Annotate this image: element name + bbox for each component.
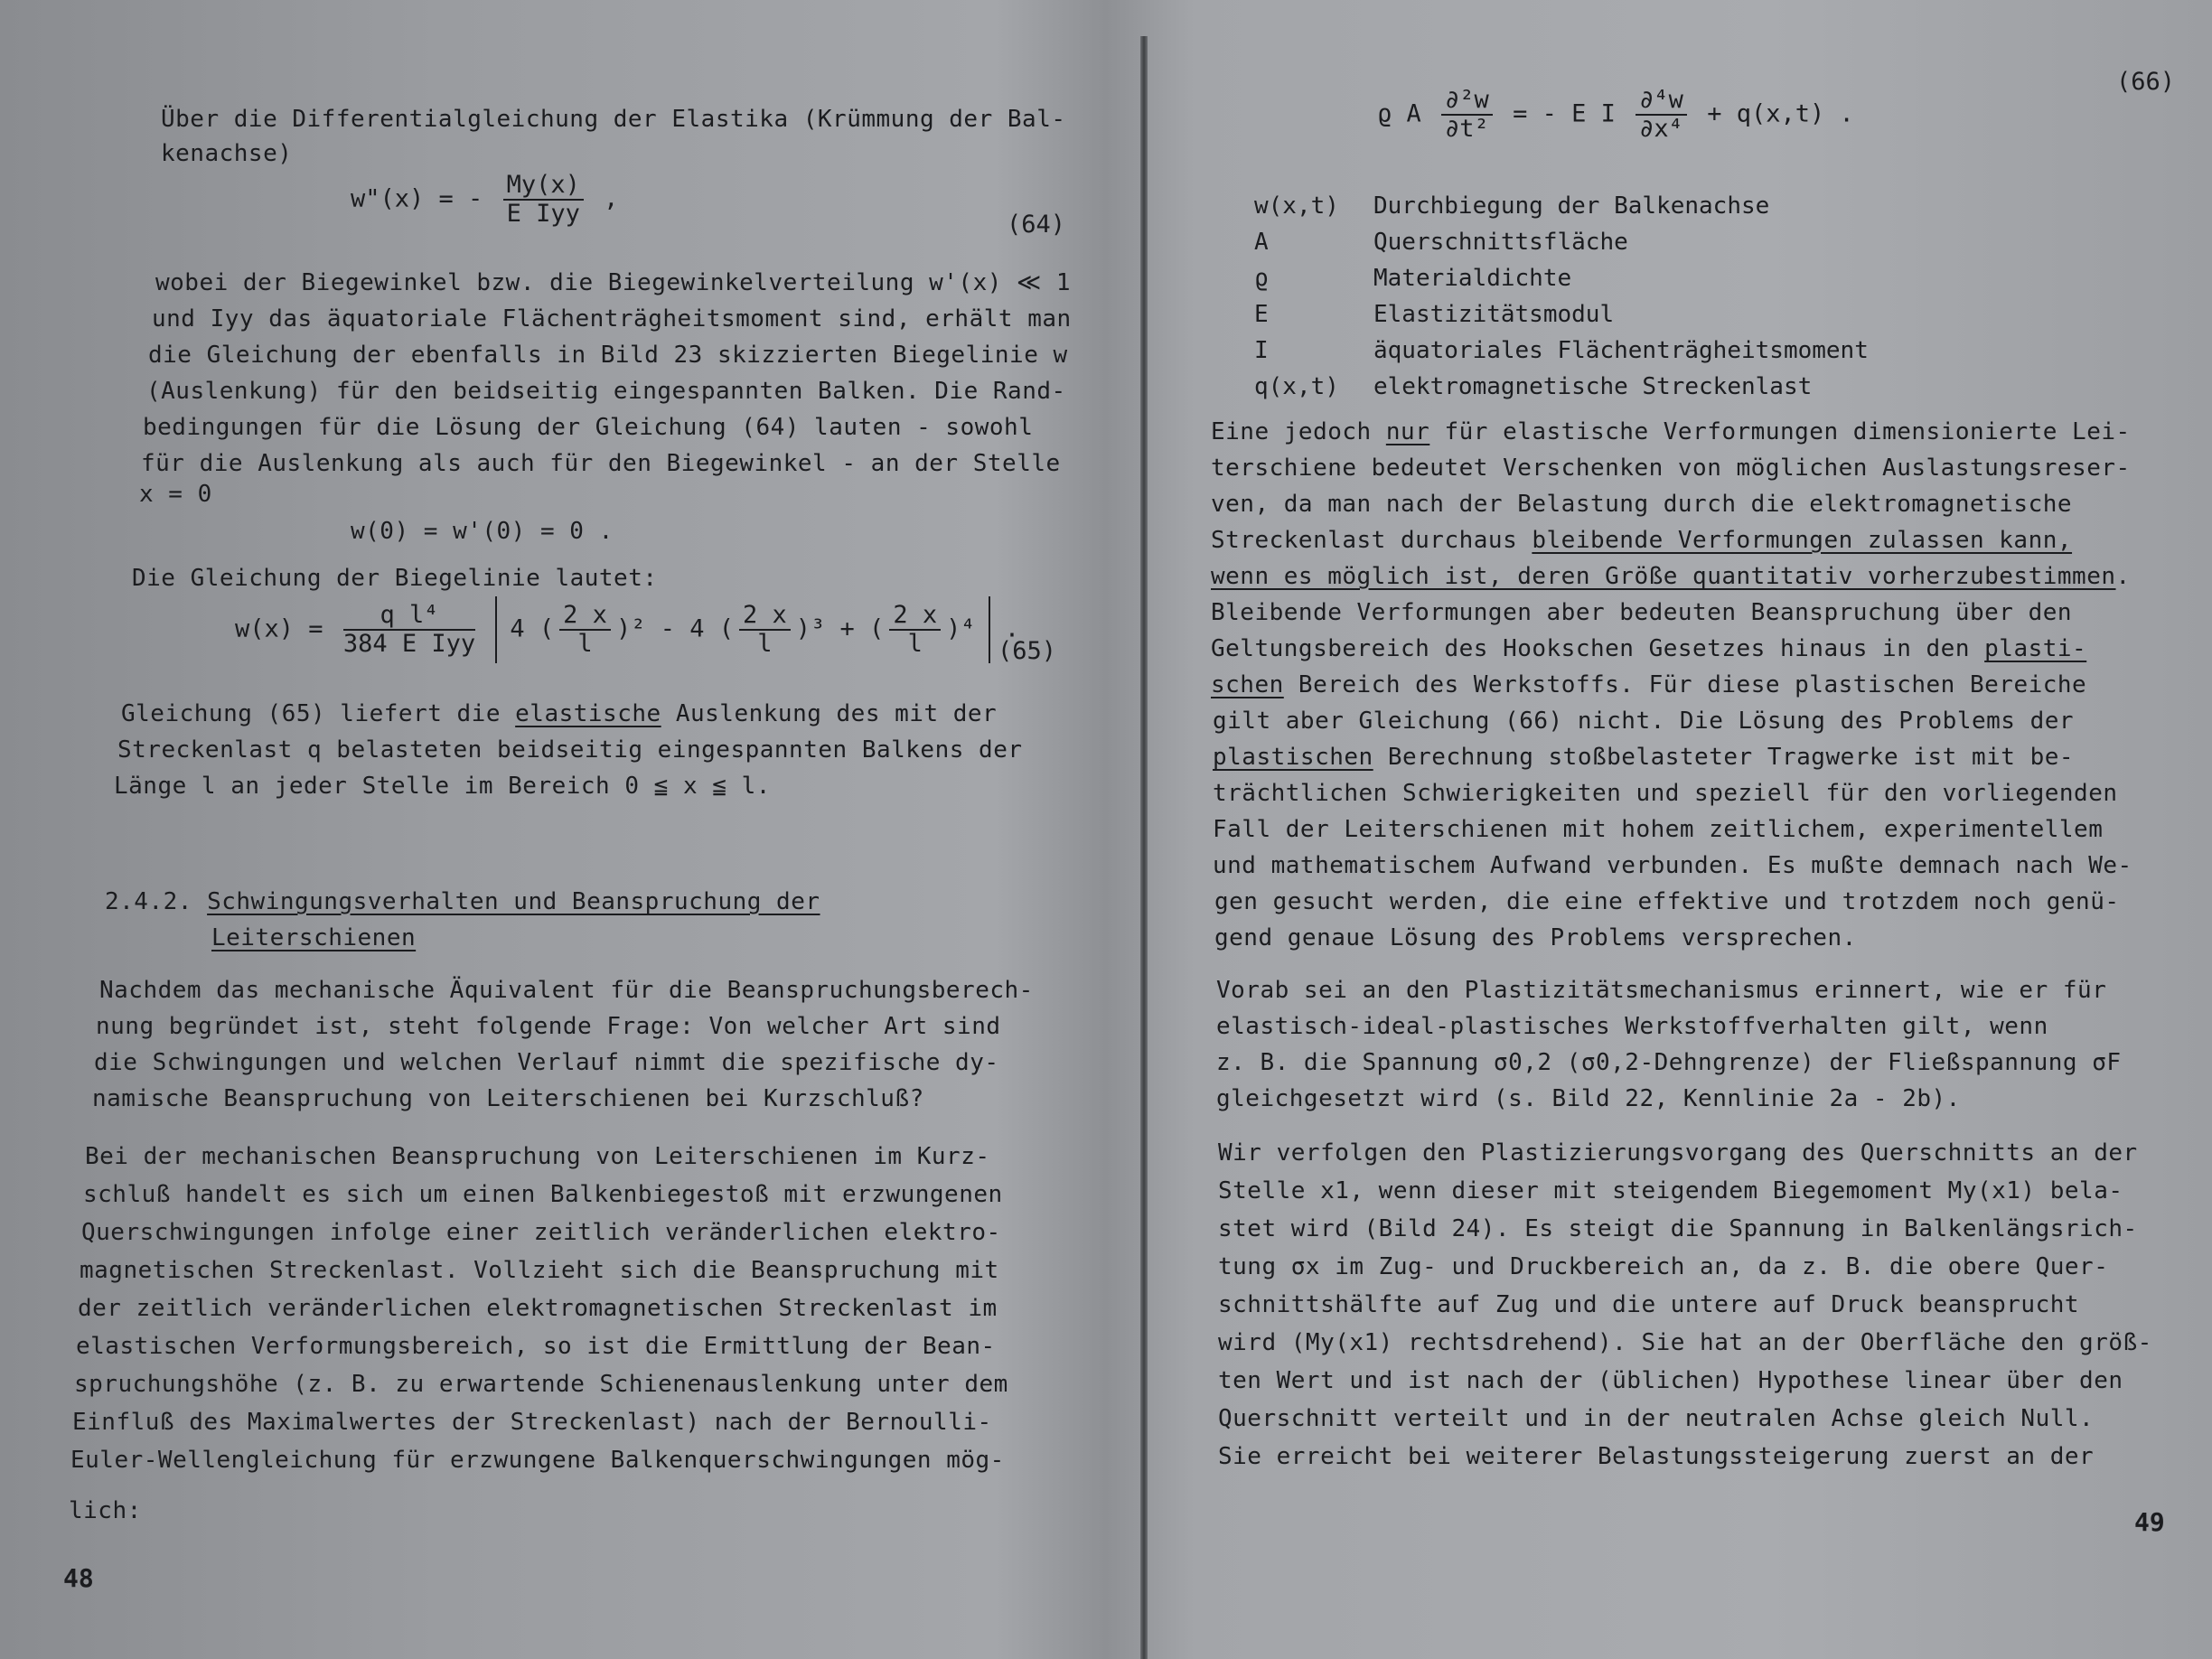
para3-line: ten Wert und ist nach der (üblichen) Hypothese linear über den [1218, 1367, 2123, 1394]
definition-row [1254, 333, 1869, 370]
eq64-fraction [503, 172, 584, 228]
text-run: Berechnung stoßbelasteter Tragwerke ist mit be- [1373, 744, 2075, 771]
para1-line: für die Auslenkung als auch für den Biegewinkel - an der Stelle [141, 450, 1061, 477]
para1-line: gend genaue Lösung des Problems versprechen. [1214, 924, 1857, 951]
eq65-fraction [343, 602, 475, 658]
para1-line: und Iyy das äquatoriale Flächenträgheitsmoment sind, erhält man [152, 305, 1072, 333]
para1-line [1211, 631, 2086, 668]
eq65-term: )³ + ( [795, 614, 885, 643]
sub-denominator: l [907, 630, 923, 658]
text-run: Geltungsbereich des Hookschen Gesetzes hinaus in den [1211, 635, 1985, 662]
equation-66 [1377, 87, 1854, 143]
para4-line: Querschwingungen infolge einer zeitlich veränderlichen elektro- [81, 1219, 1001, 1246]
def-symbol: q(x,t) [1254, 373, 1339, 400]
section-title-cont: Leiterschienen [211, 924, 417, 951]
section-number: 2.4.2. [105, 888, 192, 915]
eq66-term: + q(x,t) . [1707, 99, 1854, 128]
definition-row [1254, 260, 1571, 297]
para1-line: ven, da man nach der Belastung durch die elektromagnetische [1211, 491, 2073, 518]
def-text: Durchbiegung der Balkenachse [1373, 192, 1770, 220]
para1-line: trächtlichen Schwierigkeiten und speziell für den vorliegenden [1213, 780, 2118, 807]
page-number-right: 49 [2134, 1507, 2165, 1537]
eq64-tail: , [604, 184, 619, 213]
eq65-term: )² - 4 ( [615, 614, 734, 643]
para2-line: Länge l an jeder Stelle im Bereich 0 ≦ x ≦ l. [114, 773, 771, 800]
eq65-bracket [495, 596, 989, 663]
para1-line [1211, 414, 2131, 451]
underlined-run: plasti- [1984, 635, 2087, 662]
eq66-fraction-2 [1636, 87, 1687, 143]
definition-row [1254, 296, 1614, 333]
text-run: Auslenkung des mit der [661, 700, 998, 727]
underlined-run: schen [1211, 671, 1284, 698]
section-title: Schwingungsverhalten und Beanspruchung der [207, 888, 820, 915]
eq64-label: (64) [1007, 211, 1066, 239]
underlined-run: bleibende Verformungen zulassen kann, [1532, 527, 2073, 554]
underlined-run: elastische [515, 700, 661, 727]
def-text: Elastizitätsmodul [1373, 301, 1615, 328]
eq65-lhs: w(x) = [235, 614, 323, 643]
para4-line: schluß handelt es sich um einen Balkenbiegestoß mit erzwungenen [83, 1181, 1003, 1208]
equation-64 [351, 172, 618, 228]
para3-line: schnittshälfte auf Zug und die untere auf Druck beansprucht [1218, 1291, 2080, 1318]
para1-line: wobei der Biegewinkel bzw. die Biegewinkelverteilung w'(x) ≪ 1 [155, 269, 1072, 296]
sub-numerator: 2 x [889, 602, 941, 631]
def-symbol: ϱ [1254, 265, 1269, 292]
para3-line: wird (My(x1) rechtsdrehend). Sie hat an der Oberfläche den größ- [1218, 1329, 2152, 1356]
eq66-term: ϱ A [1377, 99, 1421, 128]
page-number-left: 48 [63, 1563, 94, 1593]
intro-line-1: Über die Differentialgleichung der Elastika (Krümmung der Bal- [161, 106, 1066, 133]
para3-line: Querschnitt verteilt und in der neutralen Achse gleich Null. [1218, 1405, 2095, 1432]
eq65-term: 4 ( [510, 614, 555, 643]
eq65-numerator: q l⁴ [343, 602, 475, 631]
def-symbol: A [1254, 229, 1269, 256]
eq65-sub-fraction [739, 602, 791, 658]
def-text: Querschnittsfläche [1373, 229, 1628, 256]
para1-line [1211, 522, 2072, 559]
text-run: . [2115, 563, 2131, 590]
def-symbol: I [1254, 337, 1269, 364]
para4-line: lich: [69, 1497, 142, 1524]
para1-line [1213, 739, 2074, 776]
eq65-tail: . [1004, 614, 1020, 643]
eq66-fraction-1 [1441, 87, 1493, 143]
sub-numerator: 2 x [739, 602, 791, 631]
underlined-run: nur [1385, 418, 1430, 445]
numerator: ∂²w [1441, 87, 1493, 116]
para4-line: spruchungshöhe (z. B. zu erwartende Schienenauslenkung unter dem [74, 1371, 1008, 1398]
intro-line-2: kenachse) [161, 140, 293, 167]
para1-line: die Gleichung der ebenfalls in Bild 23 skizzierten Biegelinie w [148, 342, 1068, 369]
eq66-label: (66) [2116, 68, 2176, 96]
definition-row [1254, 188, 1769, 225]
para3-line: Sie erreicht bei weiterer Belastungssteigerung zuerst an der [1218, 1443, 2095, 1470]
def-text: äquatoriales Flächenträgheitsmoment [1373, 337, 1869, 364]
para2-line: elastisch-ideal-plastisches Werkstoffverhalten gilt, wenn [1216, 1013, 2048, 1040]
biegelinie-intro: Die Gleichung der Biegelinie lautet: [132, 565, 658, 592]
para3-line: nung begründet ist, steht folgende Frage: Von welcher Art sind [96, 1013, 1001, 1040]
eq65-term: )⁴ [946, 614, 976, 643]
para2-line [121, 696, 997, 733]
para4-line: magnetischen Streckenlast. Vollzieht sich die Beanspruchung mit [80, 1257, 999, 1284]
para3-line: tung σx im Zug- und Druckbereich an, da z. B. die obere Quer- [1218, 1253, 2109, 1280]
eq65-sub-fraction [559, 602, 611, 658]
def-text: Materialdichte [1373, 265, 1572, 292]
para2-line: gleichgesetzt wird (s. Bild 22, Kennlinie 2a - 2b). [1216, 1085, 1961, 1112]
def-symbol: E [1254, 301, 1269, 328]
para4-line: Euler-Wellengleichung für erzwungene Balkenquerschwingungen mög- [70, 1447, 1005, 1474]
text-run: Eine jedoch [1211, 418, 1386, 445]
para1-line: gen gesucht werden, die eine effektive und trotzdem noch genü- [1214, 888, 2120, 915]
para3-line: Nachdem das mechanische Äquivalent für die Beanspruchungsberech- [99, 977, 1034, 1004]
para1-line: Bleibende Verformungen aber bedeuten Beanspruchung über den [1211, 599, 2073, 626]
book-spine [1140, 36, 1148, 1659]
right-page [1148, 0, 2212, 1659]
eq65-denominator: 384 E Iyy [342, 630, 476, 658]
para1-line: bedingungen für die Lösung der Gleichung (64) lauten - sowohl [143, 414, 1034, 441]
para4-line: Bei der mechanischen Beanspruchung von Leiterschienen im Kurz- [85, 1143, 990, 1170]
eq65-sub-fraction [889, 602, 941, 658]
para2-line: z. B. die Spannung σ0,2 (σ0,2-Dehngrenze) der Fließspannung σF [1216, 1049, 2122, 1076]
text-run: Streckenlast durchaus [1211, 527, 1532, 554]
denominator: ∂t² [1445, 115, 1489, 143]
underlined-run: plastischen [1213, 744, 1373, 771]
section-heading [105, 884, 820, 921]
para1-line: (Auslenkung) für den beidseitig eingespannten Balken. Die Rand- [146, 378, 1066, 405]
text-run: Gleichung (65) liefert die [121, 700, 516, 727]
para1-line: gilt aber Gleichung (66) nicht. Die Lösung des Problems der [1213, 708, 2075, 735]
definition-row [1254, 224, 1628, 261]
def-text: elektromagnetische Streckenlast [1373, 373, 1813, 400]
text-run: für elastische Verformungen dimensionierte Lei- [1429, 418, 2131, 445]
para1-line [1211, 667, 2086, 704]
text-run: Bereich des Werkstoffs. Für diese plastischen Bereiche [1283, 671, 2087, 698]
sub-numerator: 2 x [559, 602, 611, 631]
eq65-label: (65) [998, 637, 1057, 665]
para4-line: Einfluß des Maximalwertes der Streckenlast) nach der Bernoulli- [72, 1409, 992, 1436]
eq64-numerator: My(x) [503, 172, 584, 201]
underlined-run: wenn es möglich ist, deren Größe quantitativ vorherzubestimmen [1211, 563, 2116, 590]
para4-line: elastischen Verformungsbereich, so ist die Ermittlung der Bean- [76, 1333, 996, 1360]
sub-denominator: l [577, 630, 593, 658]
denominator: ∂x⁴ [1639, 115, 1683, 143]
definition-row [1254, 369, 1812, 406]
numerator: ∂⁴w [1636, 87, 1687, 116]
para3-line: Stelle x1, wenn dieser mit steigendem Biegemoment My(x1) bela- [1218, 1177, 2123, 1204]
para3-line: namische Beanspruchung von Leiterschienen bei Kurzschluß? [92, 1085, 924, 1112]
eq64-lhs: w"(x) = - [351, 184, 483, 213]
def-symbol: w(x,t) [1254, 192, 1339, 220]
equation-65 [235, 596, 1019, 663]
para1-line [1211, 558, 2131, 595]
para3-line: die Schwingungen und welchen Verlauf nimmt die spezifische dy- [94, 1049, 999, 1076]
sub-denominator: l [757, 630, 773, 658]
boundary-condition: w(0) = w'(0) = 0 . [351, 518, 614, 545]
para1-line: und mathematischem Aufwand verbunden. Es mußte demnach nach We- [1213, 852, 2132, 879]
para3-line: Wir verfolgen den Plastizierungsvorgang des Querschnitts an der [1218, 1139, 2138, 1167]
para1-line: x = 0 [139, 481, 212, 508]
para2-line: Streckenlast q belasteten beidseitig eingespannten Balkens der [117, 736, 1023, 764]
para1-line: Fall der Leiterschienen mit hohem zeitlichem, experimentellem [1213, 816, 2104, 843]
eq66-term: = - E I [1513, 99, 1616, 128]
para2-line: Vorab sei an den Plastizitätsmechanismus erinnert, wie er für [1216, 977, 2107, 1004]
para3-line: stet wird (Bild 24). Es steigt die Spannung in Balkenlängsrich- [1218, 1215, 2138, 1242]
para4-line: der zeitlich veränderlichen elektromagnetischen Streckenlast im [78, 1295, 998, 1322]
para1-line: terschiene bedeutet Verschenken von möglichen Auslastungsreser- [1211, 455, 2131, 482]
eq64-denominator: E Iyy [506, 200, 580, 228]
